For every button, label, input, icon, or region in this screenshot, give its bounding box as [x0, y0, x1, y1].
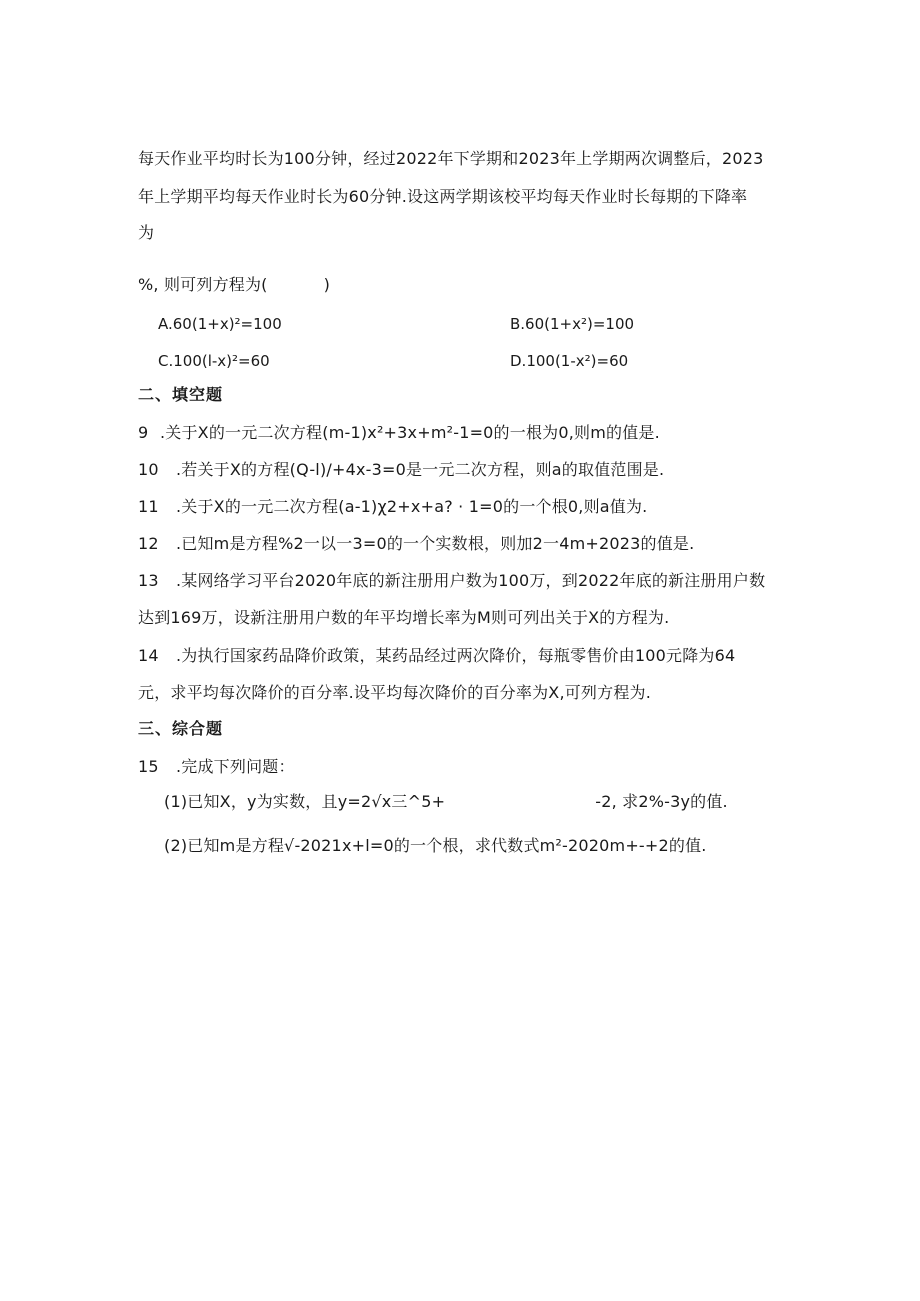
question-12	[138, 533, 694, 555]
question-9	[138, 422, 660, 444]
question-number: 14	[138, 646, 159, 665]
question-text: .已知m是方程%2一以一3=0的一个实数根，则加2一4m+2023的值是.	[176, 534, 695, 553]
question-14	[138, 645, 735, 667]
question-number: 9	[138, 423, 149, 442]
problem8-line3: 为	[138, 223, 155, 242]
option-a: A.60(1+x)²=100	[158, 315, 282, 333]
question-text: .为执行国家药品降价政策，某药品经过两次降价，每瓶零售价由100元降为64	[176, 646, 736, 665]
problem8-line1: 每天作业平均时长为100分钟，经过2022年下学期和2023年上学期两次调整后，2023	[138, 149, 764, 168]
question-11	[138, 496, 647, 518]
question-text: .某网络学习平台2020年底的新注册用户数为100万，到2022年底的新注册用户数	[176, 571, 766, 590]
problem8-line2: 年上学期平均每天作业时长为60分钟.设这两学期该校平均每天作业时长每期的下降率	[138, 187, 748, 206]
question-number: 15	[138, 757, 159, 776]
section2-heading: 二、填空题	[138, 385, 224, 404]
option-b: B.60(1+x²)=100	[510, 315, 635, 333]
question-10	[138, 459, 664, 481]
question-14-line2: 元，求平均每次降价的百分率.设平均每次降价的百分率为X,可列方程为.	[138, 683, 652, 702]
question-number: 11	[138, 497, 159, 516]
question-13	[138, 570, 765, 592]
question-text: .关于X的一元二次方程(a-1)χ2+x+a? · 1=0的一个根0,则a值为.	[176, 497, 648, 516]
question-text: .关于X的一元二次方程(m-1)x²+3x+m²-1=0的一根为0,则m的值是.	[160, 423, 660, 442]
problem8-question-prefix: %, 则可列方程为(	[138, 275, 268, 294]
question-number: 13	[138, 571, 159, 590]
question-15	[138, 756, 295, 778]
section3-heading: 三、综合题	[138, 719, 224, 738]
question-15-part1	[164, 791, 728, 813]
question-text: .若关于X的方程(Q-l)/+4x-3=0是一元二次方程，则a的取值范围是.	[176, 460, 665, 479]
question-text: .完成下列问题：	[176, 757, 295, 776]
problem8-question-suffix: )	[323, 275, 331, 294]
question-13-line2: 达到169万，设新注册用户数的年平均增长率为M则可列出关于X的方程为.	[138, 608, 670, 627]
problem8-line4	[138, 274, 330, 296]
part1-suffix: -2, 求2%-3y的值.	[595, 792, 728, 811]
question-number: 12	[138, 534, 159, 553]
question-number: 10	[138, 460, 159, 479]
option-d: D.100(1-x²)=60	[510, 352, 629, 370]
option-c: C.100(l-x)²=60	[158, 352, 270, 370]
question-15-part2: (2)已知m是方程√-2021x+l=0的一个根，求代数式m²-2020m+-+2的值.	[164, 836, 707, 855]
part1-prefix: (1)已知X，y为实数，且y=2√x三^5+	[164, 792, 446, 811]
